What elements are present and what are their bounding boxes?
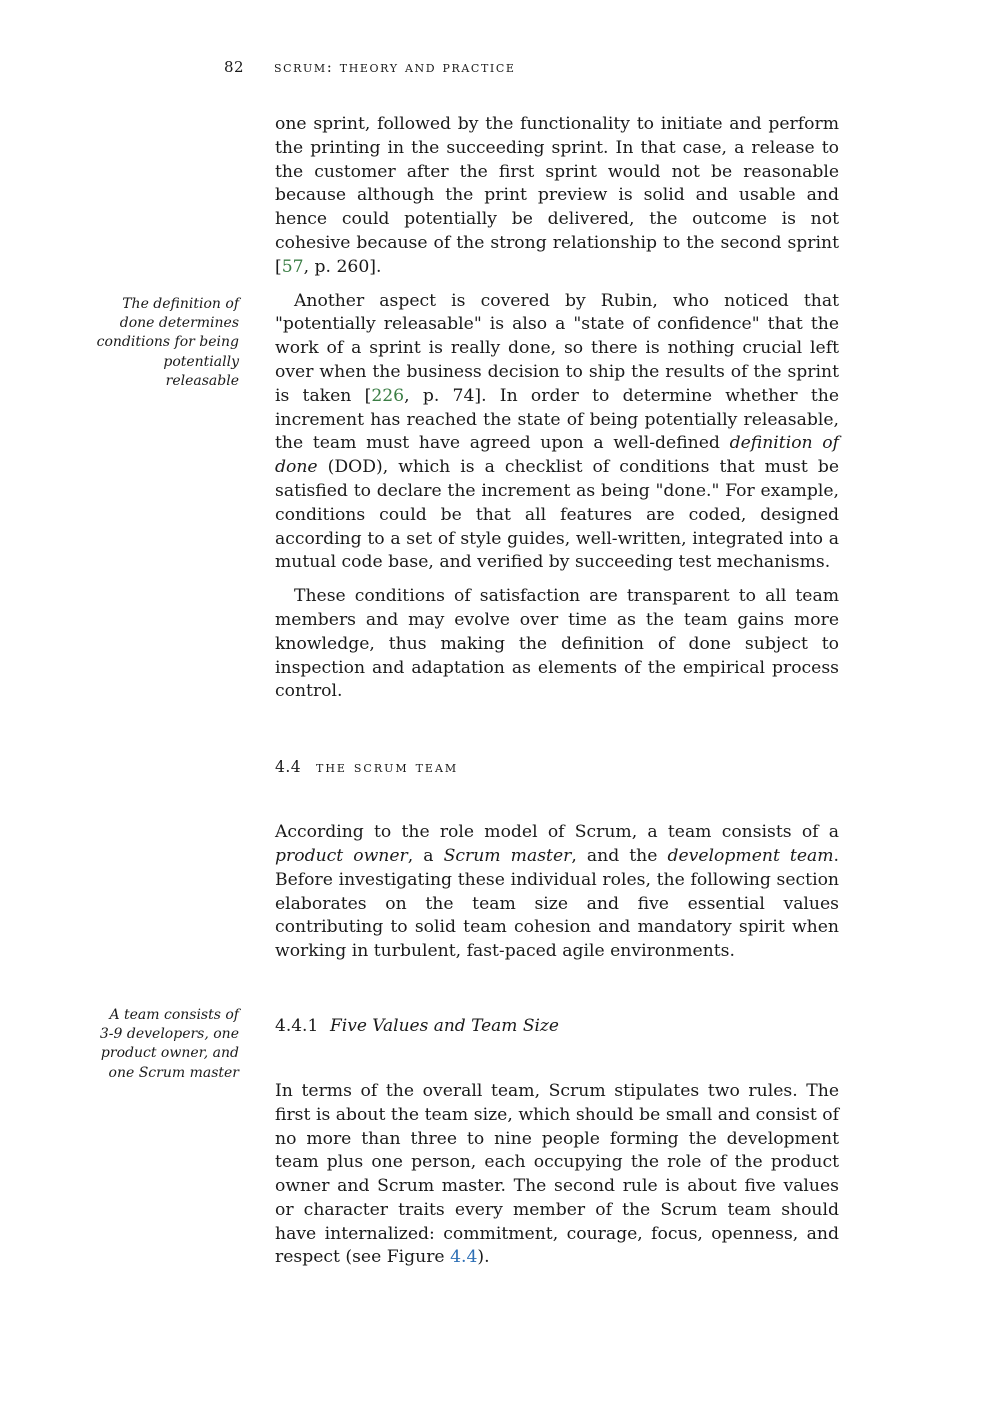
subsection-title: Five Values and Team Size: [330, 1015, 559, 1036]
paragraph-team-rules: [275, 1080, 839, 1270]
text-run: . Before investigating these individual roles, the following section elaborates on the team size and five essential values contributing to solid team cohesion and mandatory spirit when working in turbulent, fast-paced agile environments.: [275, 845, 840, 962]
text-run: , and the: [571, 845, 668, 866]
citation-link[interactable]: 226: [371, 385, 405, 406]
page-number: 82: [224, 58, 245, 76]
margin-note-line: 3-9 developers, one: [99, 1026, 239, 1043]
text-run: , p. 74]. In order to determine whether the increment has reached the state of being potentially releasable, the team must have agreed upon a well-defined: [275, 385, 839, 454]
text-run: , p. 260].: [303, 256, 382, 277]
emphasis-term: Scrum master: [443, 845, 572, 866]
main-text-column: [275, 113, 839, 1270]
text-run: (DOD), which is a checklist of conditions that must be satisfied to declare the increment as being "done." For example, conditions could be that all features are coded, designed according to a set of style guides, well-written, integrated into a mutual code base, and verified by succeeding test mechanisms.: [275, 457, 839, 573]
running-title: scrum: theory and practice: [274, 58, 516, 76]
margin-note-line: product owner, and: [100, 1045, 239, 1062]
text-run: , a: [407, 845, 444, 866]
text-run: In terms of the overall team, Scrum stipulates two rules. The first is about the team size, which should be small and consist of no more than three to nine people forming the development team plus one person, each occupying the role of the product owner and Scrum master. The second rule is about five values or character traits every member of the Scrum team should have internalized: commitment, courage, focus, openness, and respect (see Figure: [275, 1080, 839, 1268]
running-header: [224, 58, 515, 76]
paragraph-sprint-release: [275, 113, 839, 280]
margin-note-line: conditions for being: [96, 334, 239, 351]
text-run: one sprint, followed by the functionality to initiate and perform the printing in the succeeding sprint. In that case, a release to the customer after the first sprint would not be reasonable because although the print preview is solid and usable and hence could potentially be delivered, the outcome is not cohesive because of the strong relationship to the second sprint [: [275, 114, 839, 277]
emphasis-term: product owner: [275, 845, 408, 866]
margin-note-line: one Scrum master: [108, 1064, 239, 1081]
text-run: ).: [477, 1247, 490, 1268]
margin-note-line: The definition of: [122, 296, 239, 312]
margin-note-team-composition: [89, 1006, 239, 1083]
subsection-heading: [275, 1016, 839, 1036]
section-title: the scrum team: [316, 758, 459, 777]
paragraph-role-model: [275, 821, 839, 964]
text-run: According to the role model of Scrum, a team consists of a: [275, 822, 839, 843]
emphasis-term: definition of done: [275, 433, 840, 478]
section-heading: [275, 758, 839, 776]
margin-note-line: potentially releasable: [163, 353, 239, 389]
margin-note-line: done determines: [119, 315, 239, 332]
margin-note-line: A team consists of: [109, 1007, 239, 1023]
subsection-number: 4.4.1: [275, 1015, 319, 1036]
emphasis-term: development team: [667, 845, 834, 866]
margin-note-definition-of-done: [89, 295, 239, 391]
text-run: Another aspect is covered by Rubin, who noticed that "potentially releasable" is also a "state of confidence" that the work of a sprint is really done, so there is nothing crucial left over when the business decision to ship the results of the sprint is taken [: [275, 290, 839, 406]
section-number: 4.4: [275, 758, 302, 777]
citation-link[interactable]: 57: [281, 256, 304, 277]
paragraph-conditions-of-satisfaction: These conditions of satisfaction are transparent to all team members and may evolve over time as the team gains more knowledge, thus making the definition of done subject to inspection and adaptation as elements of the empirical process control.: [275, 586, 839, 702]
figure-reference-link[interactable]: 4.4: [450, 1247, 478, 1268]
paragraph-potentially-releasable: [275, 290, 839, 576]
